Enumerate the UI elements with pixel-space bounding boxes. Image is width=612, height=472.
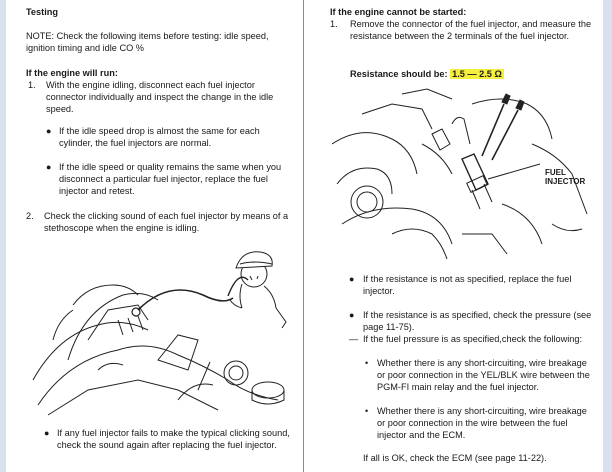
small-bullet-mark: • bbox=[365, 358, 369, 368]
dash1-text: If the fuel pressure is as specified,check the following: bbox=[363, 334, 583, 344]
final-text: If all is OK, check the ECM (see page 11-22). bbox=[363, 453, 547, 463]
right-page-edge bbox=[603, 0, 612, 472]
bullet-mark: ● bbox=[46, 126, 52, 136]
step2-text: Check the clicking sound of each fuel injector by means of a stethoscope when the engine is idling. bbox=[44, 211, 289, 233]
column-divider bbox=[303, 0, 304, 472]
resistance-value: 1.5 — 2.5 Ω bbox=[452, 69, 502, 79]
right-step1-number: 1. bbox=[330, 19, 338, 29]
bullet-mark: ● bbox=[44, 428, 50, 438]
engine-runs-heading: If the engine will run: bbox=[26, 68, 118, 78]
step2-number: 2. bbox=[26, 211, 34, 221]
small-bullet-mark: • bbox=[365, 406, 369, 416]
dash-mark: — bbox=[349, 334, 359, 344]
bullet3-text: If any fuel injector fails to make the typical clicking sound, check the sound again after replacing the fuel injector. bbox=[57, 428, 290, 450]
left-page-edge bbox=[0, 0, 6, 472]
right-step1-text: Remove the connector of the fuel injector, and measure the resistance between the 2 terminals of the fuel injector. bbox=[350, 19, 592, 41]
bullet-mark: ● bbox=[349, 310, 355, 320]
step1-text: With the engine idling, disconnect each fuel injector connector individually and inspect the change in the idle speed. bbox=[46, 80, 274, 114]
cannot-start-heading: If the engine cannot be started: bbox=[330, 7, 467, 17]
bullet-mark: ● bbox=[349, 274, 355, 284]
bullet-mark: ● bbox=[46, 162, 52, 172]
bullet2-text: If the idle speed or quality remains the same when you disconnect a particular fuel injector, replace the fuel injector and retest. bbox=[59, 162, 282, 196]
sub2-text: Whether there is any short-circuiting, wire breakage or poor connection in the wire between the fuel injector and the ECM. bbox=[377, 406, 587, 440]
right-bullet2-text: If the resistance is as specified, check the pressure (see page 11-75). bbox=[363, 310, 592, 332]
sub1-text: Whether there is any short-circuiting, wire breakage or poor connection in the YEL/BLK wire between the PGM-FI main relay and the fuel injector. bbox=[377, 358, 590, 392]
fuel-injector-callout: FUEL INJECTOR bbox=[545, 168, 586, 186]
stethoscope-engine-illustration bbox=[28, 240, 300, 422]
step1-number: 1. bbox=[28, 80, 36, 90]
resistance-label: Resistance should be: bbox=[350, 69, 448, 79]
testing-heading: Testing bbox=[26, 7, 58, 17]
bullet1-text: If the idle speed drop is almost the same for each cylinder, the fuel injectors are normal. bbox=[59, 126, 260, 148]
note-text: NOTE: Check the following items before testing: idle speed, ignition timing and idle CO % bbox=[26, 31, 269, 53]
right-bullet1-text: If the resistance is not as specified, replace the fuel injector. bbox=[363, 274, 572, 296]
resistance-line bbox=[350, 68, 595, 80]
